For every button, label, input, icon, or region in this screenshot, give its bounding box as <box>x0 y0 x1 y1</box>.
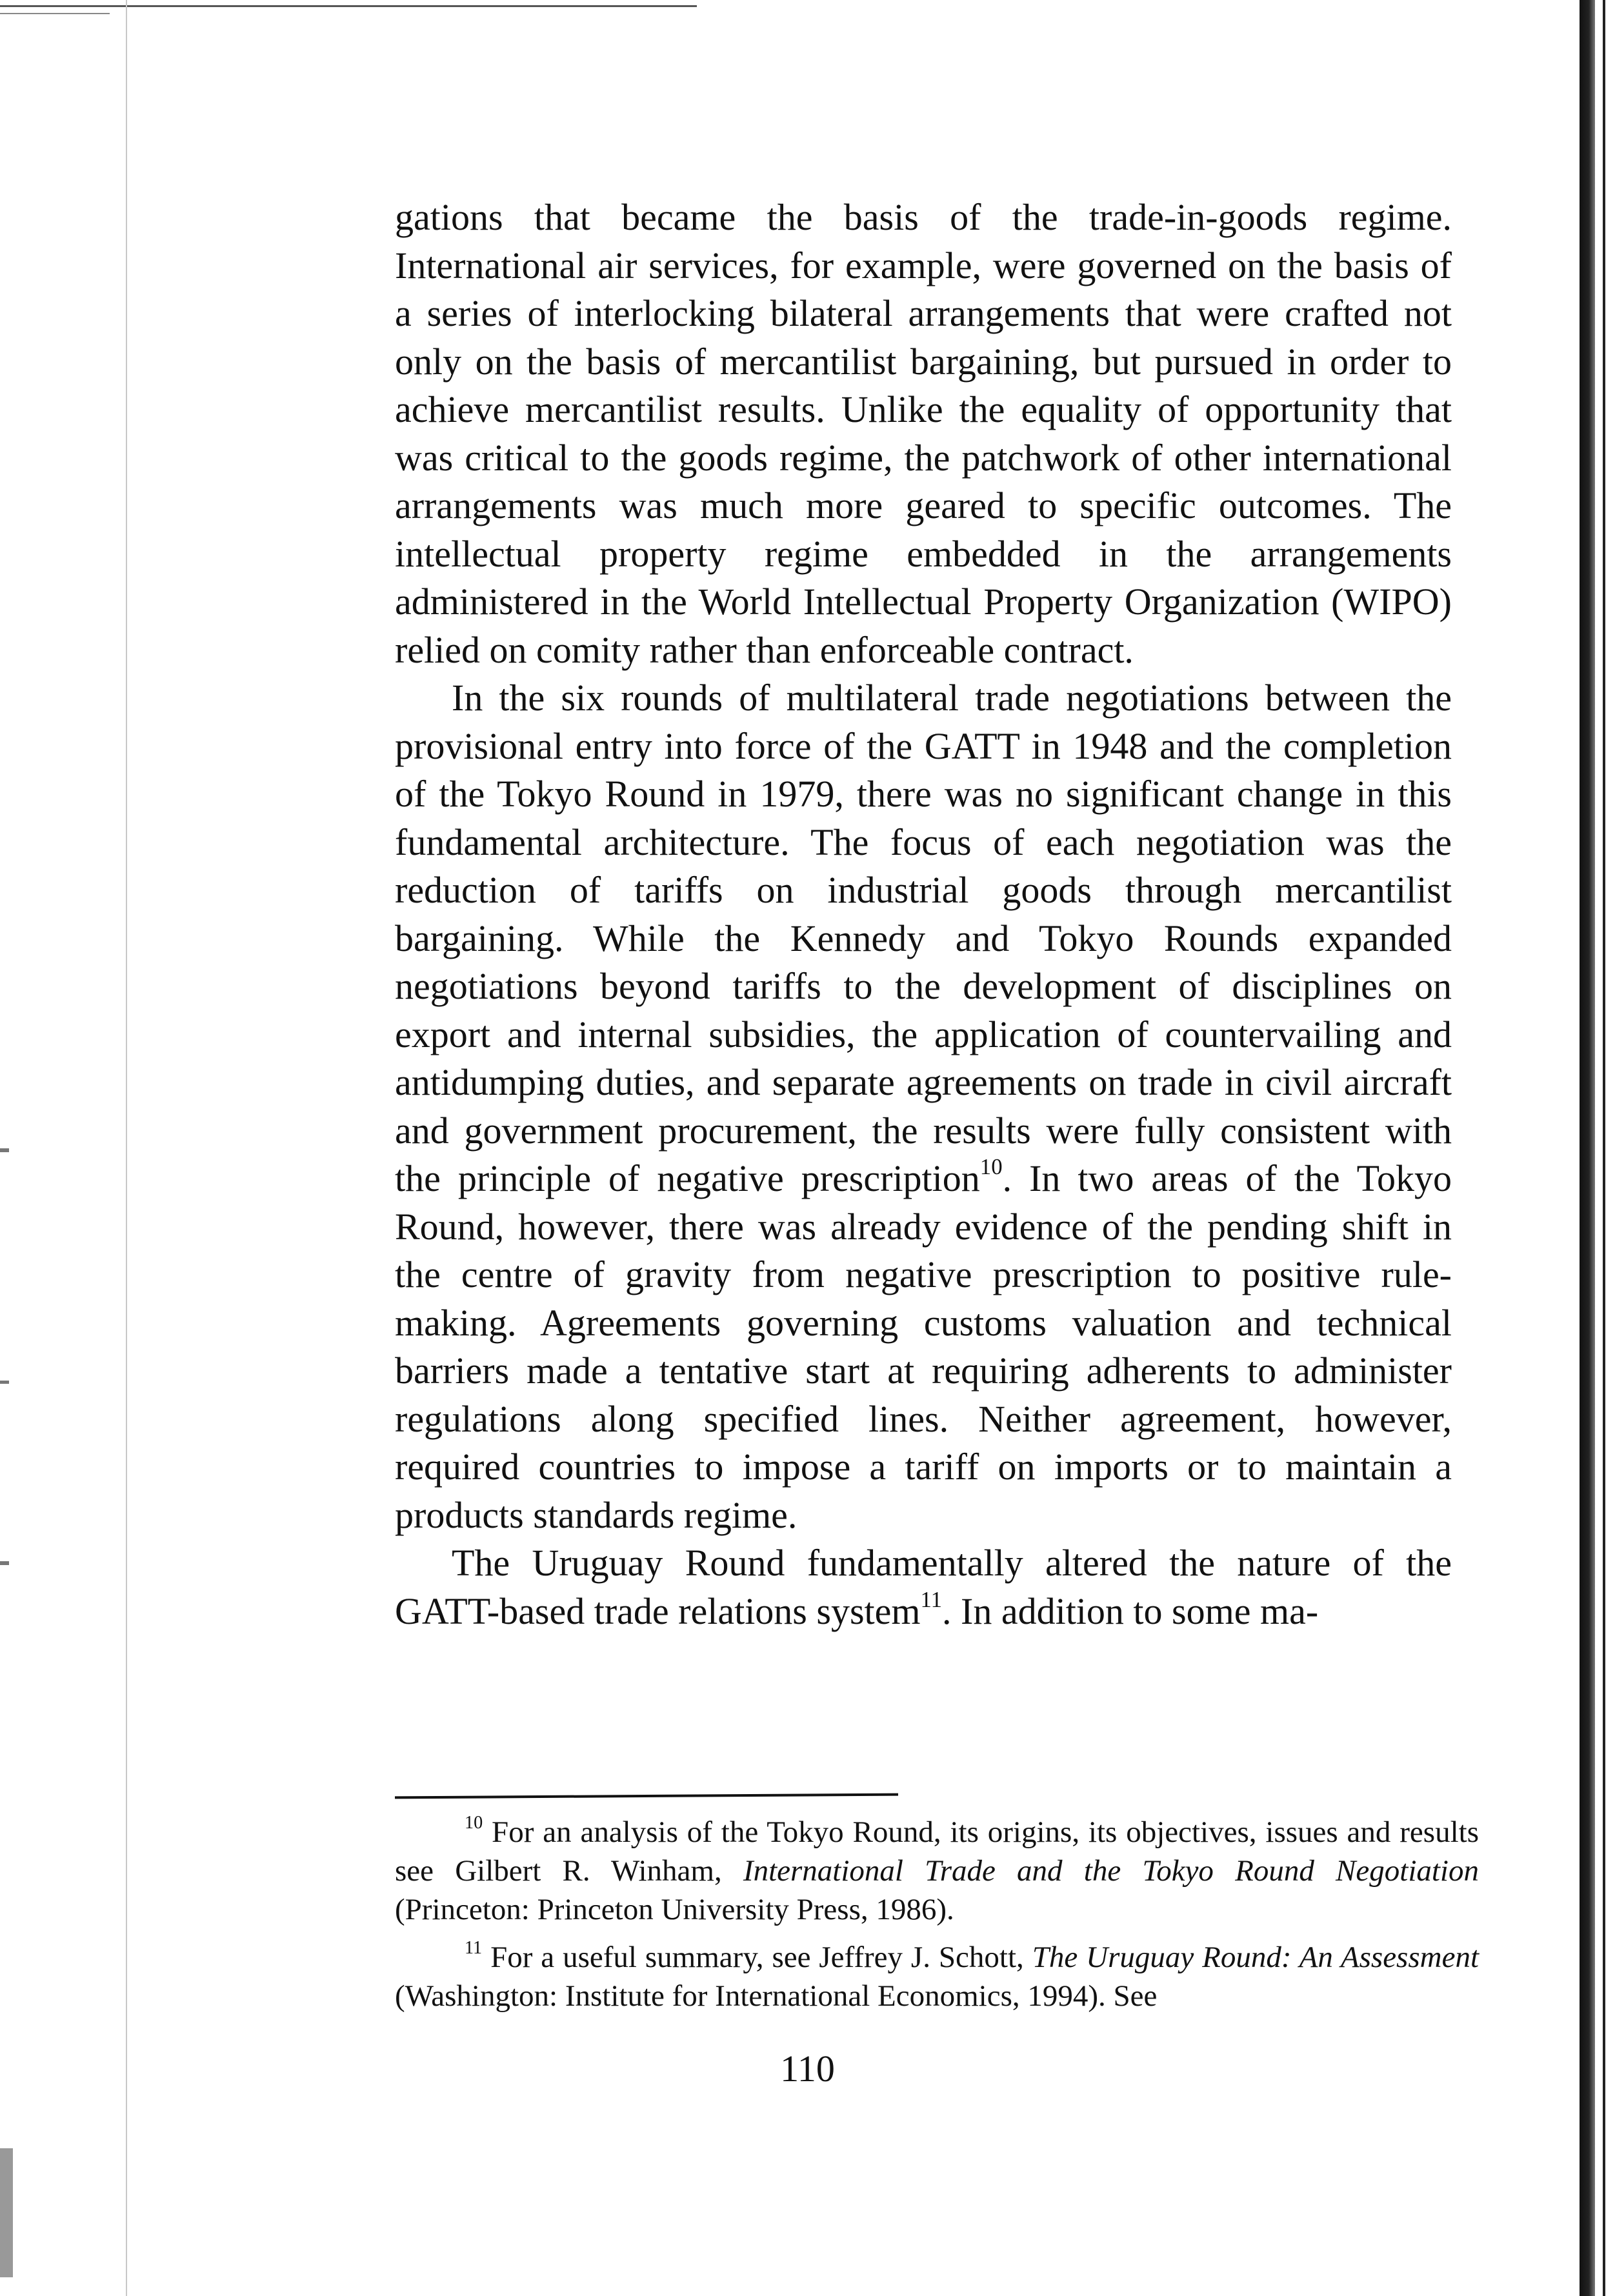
footnote-ref-11[interactable]: 11 <box>920 1586 943 1612</box>
paragraph-3-text-cont: . In addition to some ma- <box>942 1590 1319 1632</box>
scan-right-binding-shadow <box>1580 0 1595 2296</box>
footnote-number: 11 <box>465 1937 483 1958</box>
scan-left-speck <box>0 1148 9 1152</box>
scan-left-margin-line <box>126 0 127 2296</box>
scan-top-edge <box>0 5 697 7</box>
footnote-number: 10 <box>465 1812 483 1833</box>
paragraph-1: gations that became the basis of the trade-in-goods regime. International air services, for example, were governed on the basis of a series of interlocking bilateral arrangements that were crafted not only on the basis of mercantilist bargaining, but pursued in order to achieve mercantilist results. Unlike the equality of opportunity that was critical to the goods regime, the patchwork of other international arrangements was much more geared to specific outcomes. The intellectual property regime embedded in the arrangements administered in the World Intellectual Property Organization (WIPO) relied on comity rather than enforceable contract. <box>395 196 1452 671</box>
scan-top-edge-mark <box>0 13 110 14</box>
footnote-book-title: International Trade and the Tokyo Round Negotiation <box>743 1854 1479 1888</box>
footnote-10 <box>395 1813 1479 1929</box>
footnote-text: For a useful summary, see Jeffrey J. Schott, <box>482 1941 1032 1974</box>
scan-right-edge <box>1603 0 1605 2296</box>
footnote-11 <box>395 1938 1479 2015</box>
paragraph-2 <box>395 674 1452 1539</box>
footnote-book-title: The Uruguay Round: An Assessment <box>1032 1941 1480 1974</box>
body-text <box>395 194 1452 1635</box>
scan-left-speck <box>0 1561 9 1565</box>
paragraph-2-text: In the six rounds of multilateral trade negotiations between the provisional entry into force of the GATT in 1948 and the completion of the Tokyo Round in 1979, there was no significant change in this fundamental architecture. The focus of each negotiation was the reduction of tariffs on industrial goods through mercantilist bargaining. While the Kennedy and Tokyo Rounds expanded negotiations beyond tariffs to the development of disciplines on export and internal subsidies, the application of countervailing and antidumping duties, and separate agreements on trade in civil aircraft and government procurement, the results were fully consistent with the principle of negative prescription <box>395 677 1452 1199</box>
paragraph-2-text-cont: . In two areas of the Tokyo Round, however, there was already evidence of the pending shift in the centre of gravity from negative prescription to positive rule-making. Agreements governing customs valuation and technical barriers made a tentative start at requiring adherents to administer regulations along specified lines. Neither agreement, however, required countries to impose a tariff on imports or to maintain a products standards regime. <box>395 1157 1452 1536</box>
scan-left-speck <box>0 1381 9 1384</box>
paragraph-3-text: The Uruguay Round fundamentally altered the nature of the GATT-based trade relations system <box>395 1542 1452 1632</box>
paragraph-3 <box>395 1539 1452 1635</box>
footnote-ref-10[interactable]: 10 <box>979 1153 1003 1179</box>
footnote-separator <box>395 1793 898 1799</box>
footnotes <box>395 1813 1479 2024</box>
footnote-text: (Princeton: Princeton University Press, 1986). <box>395 1893 954 1926</box>
scan-left-shadow <box>0 2148 13 2277</box>
footnote-text: For an analysis of the Tokyo Round, its origins, its objectives, issues and results see Gilbert R. Winham, <box>395 1815 1479 1888</box>
page-number: 110 <box>780 2048 835 2090</box>
footnote-text: (Washington: Institute for International Economics, 1994). See <box>395 1979 1158 2013</box>
